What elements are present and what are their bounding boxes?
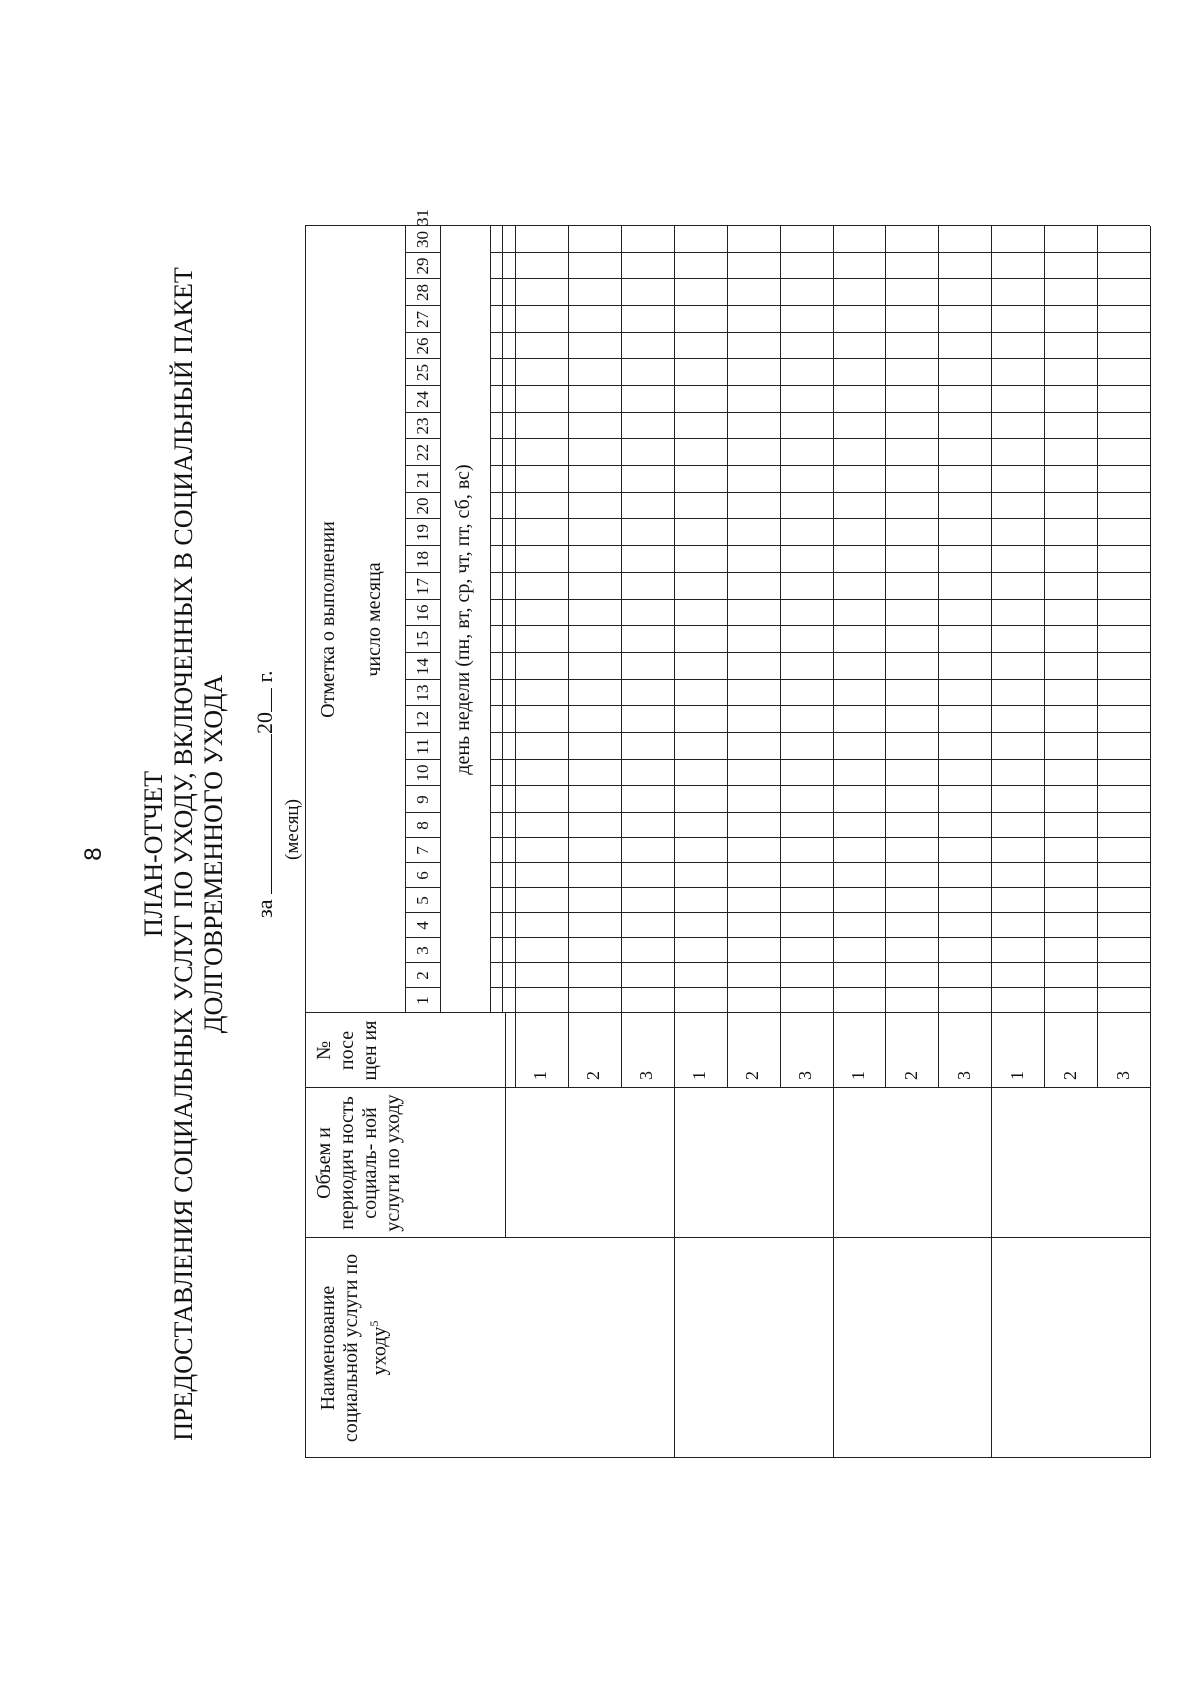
visit-number: 3	[1113, 1071, 1133, 1080]
header-service-name: Наименование социальной услуги по уходу$^5$	[317, 1253, 391, 1443]
day-number: 19	[413, 524, 432, 541]
day-number: 17	[413, 578, 432, 595]
day-number: 9	[413, 795, 432, 804]
day-number: 21	[413, 471, 432, 488]
period-prefix: за	[252, 899, 277, 918]
row-rule	[938, 226, 939, 1088]
day-column-divider	[490, 305, 1150, 306]
visit-number: 3	[636, 1071, 656, 1080]
day-column-divider	[490, 732, 1150, 733]
day-column-divider	[490, 759, 1150, 760]
day-column-divider	[490, 812, 1150, 813]
day-column-divider	[490, 278, 1150, 279]
day-column-divider	[490, 358, 1150, 359]
header-weekday: день недели (пн, вт, ср, чт, пт, сб, вс)	[452, 464, 474, 775]
visit-number: 3	[954, 1071, 974, 1080]
month-blank	[253, 734, 272, 894]
day-column-divider	[490, 987, 1150, 988]
day-column-divider	[490, 492, 1150, 493]
table-left-border	[305, 1457, 1150, 1458]
title-line-1: ПЛАН-ОТЧЕТ	[139, 771, 168, 937]
visit-number: 3	[795, 1071, 815, 1080]
day-column-divider	[490, 465, 1150, 466]
title-line-2: ПРЕДОСТАВЛЕНИЯ СОЦИАЛЬНЫХ УСЛУГ ПО УХОДУ, ВКЛЮЧЕННЫХ В СОЦИАЛЬНЫЙ ПАКЕТ	[169, 267, 198, 1441]
table-top-border	[305, 226, 306, 1458]
day-number: 27	[413, 311, 432, 328]
day-column-divider	[490, 252, 1150, 253]
visit-number: 1	[1007, 1071, 1027, 1080]
header-visit-number: № посе щен ия	[313, 1020, 381, 1081]
row-rule	[1097, 226, 1098, 1088]
day-number: 5	[413, 896, 432, 905]
day-number: 29	[413, 257, 432, 275]
year-blank	[253, 688, 272, 712]
day-number: 13	[413, 684, 432, 702]
day-column-divider	[490, 912, 1150, 913]
day-number: 28	[413, 284, 432, 301]
visit-number: 1	[848, 1071, 868, 1080]
day-column-divider	[490, 385, 1150, 386]
day-number: 8	[413, 821, 432, 830]
group-rule	[833, 226, 834, 1458]
group-rule	[991, 226, 992, 1458]
title-line-3: ДОЛГОВРЕМЕННОГО УХОДА	[199, 674, 228, 1034]
day-number: 1	[413, 996, 432, 1005]
day-number: 31	[413, 209, 432, 226]
day-number: 26	[413, 337, 432, 355]
day-number: 14	[413, 658, 432, 675]
day-column-divider	[490, 625, 1150, 626]
day-number: 16	[413, 604, 432, 622]
day-column-divider	[490, 937, 1150, 938]
day-number: 23	[413, 417, 432, 435]
day-number: 2	[413, 971, 432, 980]
column-divider	[305, 1237, 1150, 1238]
day-number: 24	[413, 391, 432, 408]
visit-number: 2	[742, 1071, 762, 1080]
day-column-divider	[490, 545, 1150, 546]
row-rule	[515, 226, 516, 1088]
month-note: (месяц)	[282, 799, 303, 860]
day-number: 18	[413, 551, 432, 568]
visit-number: 1	[530, 1071, 550, 1080]
day-column-divider	[490, 438, 1150, 439]
page-number: 8	[80, 847, 107, 861]
row-rule	[621, 226, 622, 1088]
day-number: 25	[413, 364, 432, 381]
period-line	[252, 670, 278, 918]
group-rule	[674, 226, 675, 1458]
visit-number: 2	[901, 1071, 921, 1080]
day-number: 4	[413, 921, 432, 930]
day-number: 7	[413, 846, 432, 855]
day-column-divider	[490, 785, 1150, 786]
header-volume: Объем и периодич ность социаль- ной услуги по уходу	[313, 1094, 404, 1232]
day-column-divider	[490, 412, 1150, 413]
footnote-marker: 5	[367, 1320, 381, 1327]
day-column-divider	[490, 332, 1150, 333]
header-completion: Отметка о выполнении	[317, 521, 339, 718]
day-column-divider	[490, 225, 1150, 226]
table-bottom-border	[1150, 226, 1151, 1458]
row-rule	[1044, 226, 1045, 1088]
header-rule	[505, 1013, 506, 1238]
day-column-divider	[490, 887, 1150, 888]
visit-number: 1	[689, 1071, 709, 1080]
visit-number: 2	[1060, 1071, 1080, 1080]
day-number: 22	[413, 444, 432, 461]
row-rule	[502, 226, 503, 1013]
row-rule	[780, 226, 781, 1088]
header-rule	[490, 226, 491, 1013]
row-rule	[885, 226, 886, 1088]
day-column-divider	[490, 862, 1150, 863]
day-number: 11	[413, 738, 432, 755]
header-day-of-month: число месяца	[363, 562, 385, 677]
day-column-divider	[490, 599, 1150, 600]
row-rule	[727, 226, 728, 1088]
row-rule	[568, 226, 569, 1088]
day-column-divider	[490, 837, 1150, 838]
day-number: 20	[413, 497, 432, 515]
day-column-divider	[490, 652, 1150, 653]
year-prefix: 20	[252, 712, 277, 735]
day-column-divider	[490, 518, 1150, 519]
visit-number: 2	[583, 1071, 603, 1080]
day-column-divider	[490, 705, 1150, 706]
day-number: 3	[413, 946, 432, 955]
year-suffix: г.	[252, 670, 277, 683]
day-number: 15	[413, 631, 432, 648]
day-number: 30	[413, 231, 432, 248]
day-column-divider	[490, 572, 1150, 573]
day-column-divider	[490, 679, 1150, 680]
day-number: 6	[413, 871, 432, 880]
day-number: 10	[413, 764, 432, 782]
day-column-divider	[490, 962, 1150, 963]
day-number: 12	[413, 711, 432, 728]
